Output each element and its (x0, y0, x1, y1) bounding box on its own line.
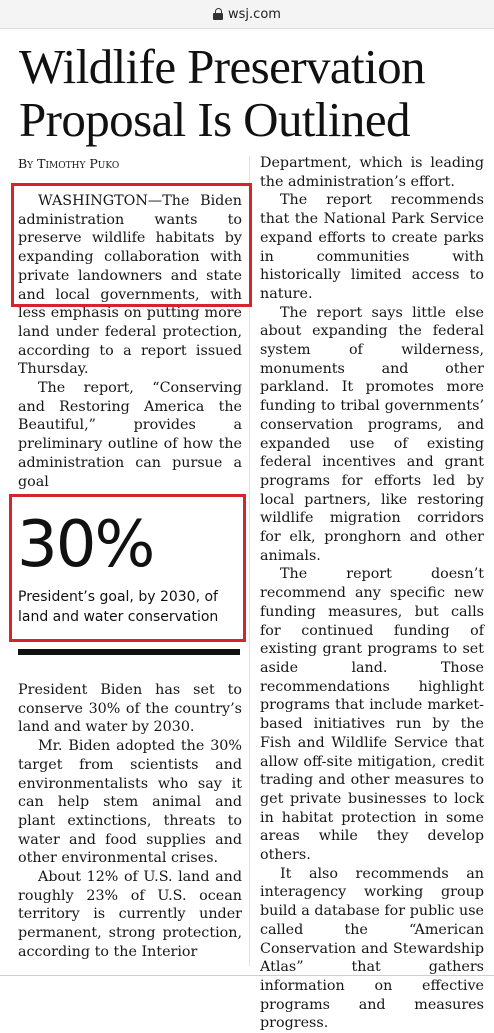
paragraph: The report doesn’t recommend any specific new funding measures, but calls for continued funding of existing grant programs to set aside land. Those recommendations highlight programs that include market-based initiatives run by the Fish and Wildlife Service that allow off-site mitigation, credit trading and other measures to get private businesses to lock in habitat protection in some areas while they develop others. (260, 566, 484, 864)
paragraph: The report, “Conserving and Restoring America the Beautiful,” provides a preliminary outline of how the administration can pursue a goal (18, 380, 242, 490)
paragraph: About 12% of U.S. land and roughly 23% of U.S. ocean territory is currently under permanent, strong protection, according to the Interior (18, 869, 242, 960)
browser-url-bar[interactable] (0, 0, 494, 29)
highlight-box-stat (9, 494, 246, 642)
pull-stat-value: 30% (17, 508, 154, 582)
paragraph: It also recommends an interagency working group build a database for public use called the “American Conservation and Stewardship Atlas” that gathers information on effective programs and measures progress. (260, 865, 484, 1032)
paragraph: Department, which is leading the administration’s effort. (260, 155, 484, 190)
paragraph: The report says little else about expanding the federal system of wilderness, monuments and other parkland. It promotes more funding to tribal governments’ conservation programs, and expanded use of existing federal incentives and grant programs for efforts led by local partners, like restoring wildlife migration corridors for elk, pronghorn and other animals. (260, 304, 484, 564)
paragraph: The report recommends that the National Park Service expand efforts to create parks in communities with historically limited access to nature. (260, 192, 484, 302)
article-byline: By Timothy Puko (18, 156, 120, 171)
paragraph: Mr. Biden adopted the 30% target from scientists and environmentalists who say it can help stem animal and plant extinctions, threats to water and food supplies and other environmental crises. (18, 738, 242, 867)
highlight-box-lede (11, 183, 252, 307)
paragraph-lede: WASHINGTON—The Biden administration wants to preserve wildlife habitats by expanding collaboration with private landowners and state and local governments, with less emphasis on putting more land under federal protection, according to a report issued Thursday. (18, 193, 242, 378)
left-column-bottom (18, 681, 242, 965)
pull-stat-caption: President’s goal, by 2030, of land and water conservation (18, 589, 219, 625)
url-text: wsj.com (228, 6, 281, 22)
section-rule (18, 649, 240, 655)
paragraph: President Biden has set to conserve 30% of the country’s land and water by 2030. (18, 682, 242, 736)
article-headline: Wildlife Preservation Proposal Is Outlined (19, 39, 425, 147)
lock-icon (213, 8, 223, 20)
right-column (260, 154, 484, 1032)
page-bottom-border (0, 975, 494, 976)
